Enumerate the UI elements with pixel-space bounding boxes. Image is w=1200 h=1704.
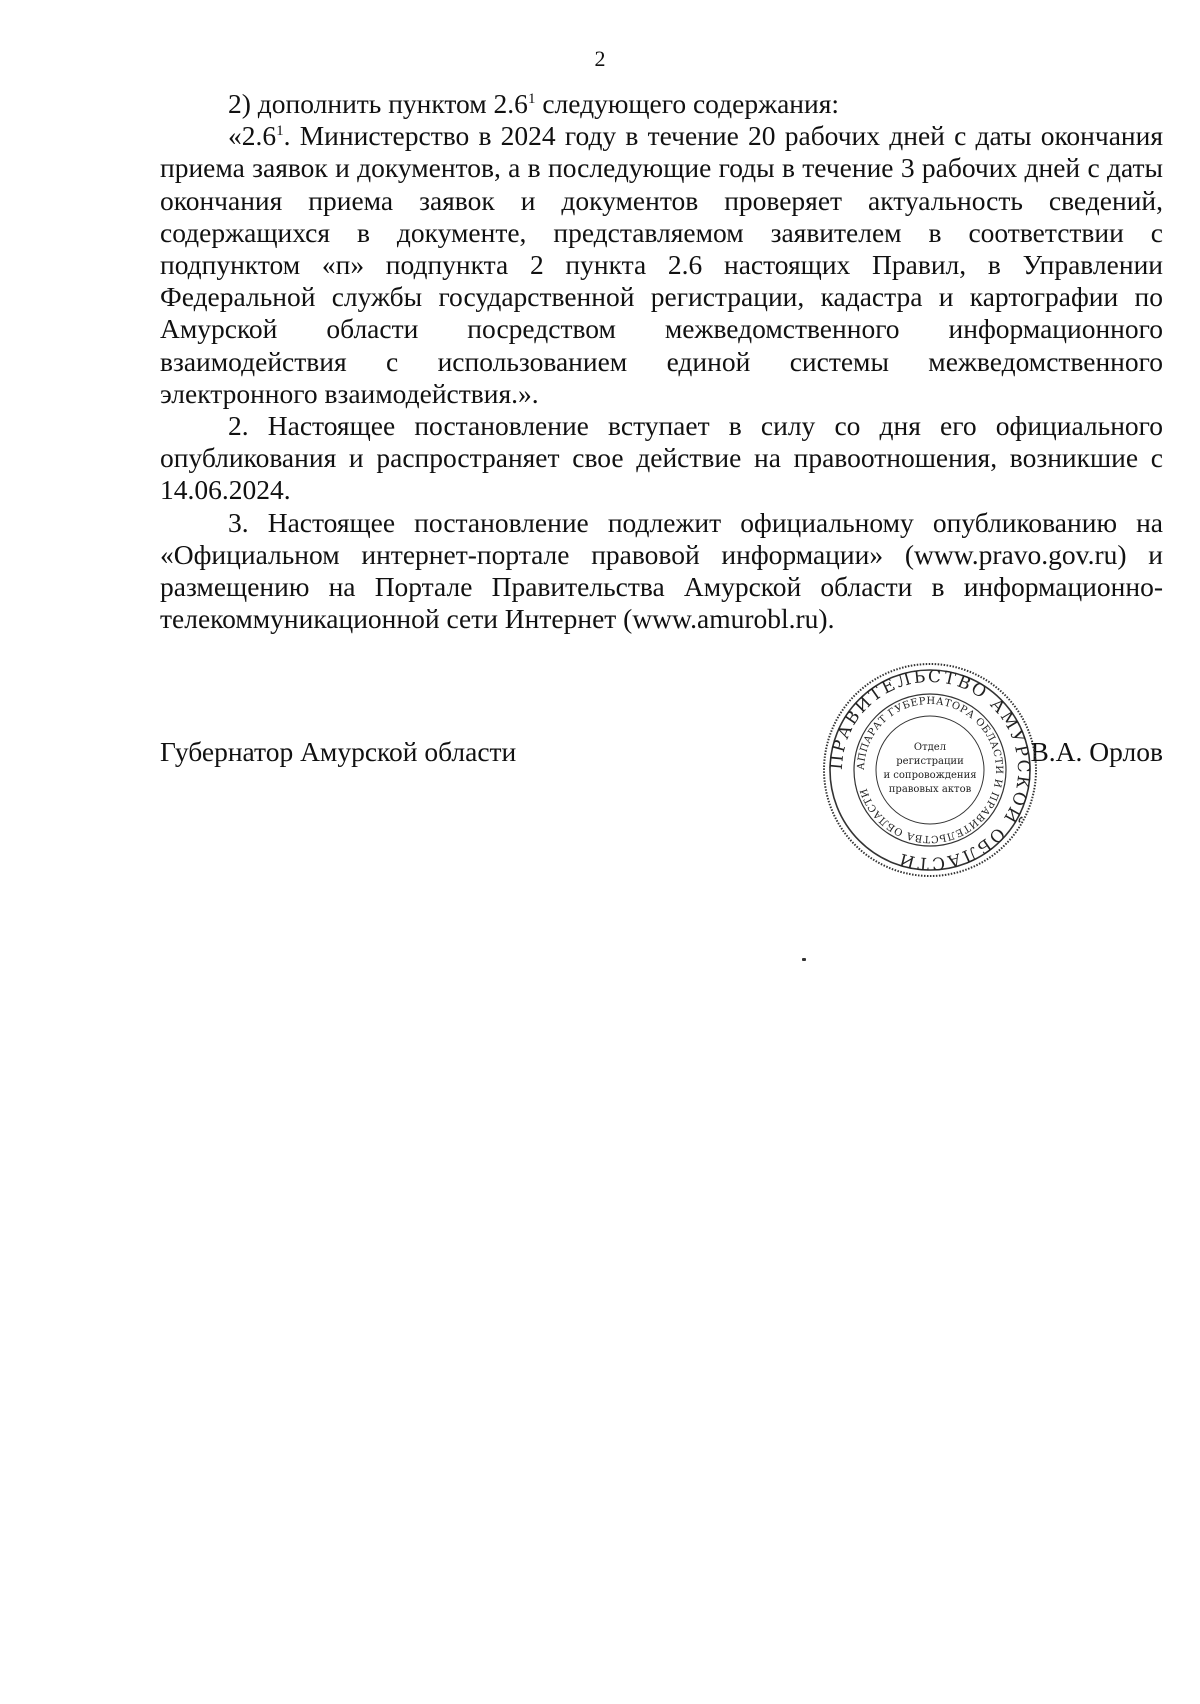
seal-center-line-4: правовых актов (888, 784, 972, 795)
seal-inner-text: АППАРАТ ГУБЕРНАТОРА ОБЛАСТИ И ПРАВИТЕЛЬСТВА ОБЛАСТИ (855, 695, 1005, 845)
paragraph-4: 3. Настоящее постановление подлежит официальному опубликованию на «Официальном интернет-портале правовой информации» (www.pravo.gov.ru) и размещению на Портале Правительства Амурской области в информационно-телекоммуникационной сети Интернет (www.amurobl.ru). (160, 506, 1163, 635)
seal-center-line-3: и сопровождения (883, 770, 977, 781)
paragraph-text-cont: . Министерство в 2024 году в течение 20 рабочих дней с даты окончания приема заявок и документов, а в последующие годы в течение 3 рабочих дней с даты окончания приема заявок и документов проверяет актуальность сведений, содержащихся в документе, представляемом заявителем в соответствии с подпунктом «п» подпункта 2 пункта 2.6 настоящих Правил, в Управлении Федеральной службы государственной регистрации, кадастра и картографии по Амурской области посредством межведомственного информационного взаимодействия с использованием единой системы межведомственного электронного взаимодействия.». (160, 120, 1163, 409)
page-number: 2 (594, 46, 606, 71)
official-seal-stamp (820, 660, 1040, 880)
paragraph-2 (160, 120, 1163, 410)
superscript: 1 (527, 90, 536, 107)
paragraph-1 (160, 88, 1163, 120)
paragraph-3: 2. Настоящее постановление вступает в силу со дня его официального опубликования и распространяет свое действие на правоотношения, возникшие с 14.06.2024. (160, 410, 1163, 506)
paragraph-text-cont: следующего содержания: (535, 88, 840, 119)
seal-outer-text: ПРАВИТЕЛЬСТВО АМУРСКОЙ ОБЛАСТИ (826, 666, 1034, 874)
scan-speck (802, 958, 806, 961)
seal-center-line-1: Отдел (913, 742, 947, 753)
document-body (160, 88, 1163, 635)
paragraph-text: «2.6 (228, 120, 277, 152)
superscript: 1 (276, 123, 284, 140)
paragraph-text: 2) дополнить пунктом 2.6 (228, 88, 528, 119)
signatory-title: Губернатор Амурской области (160, 736, 517, 767)
seal-center-line-2: регистрации (896, 756, 964, 767)
signatory-name: В.А. Орлов (1030, 736, 1163, 767)
